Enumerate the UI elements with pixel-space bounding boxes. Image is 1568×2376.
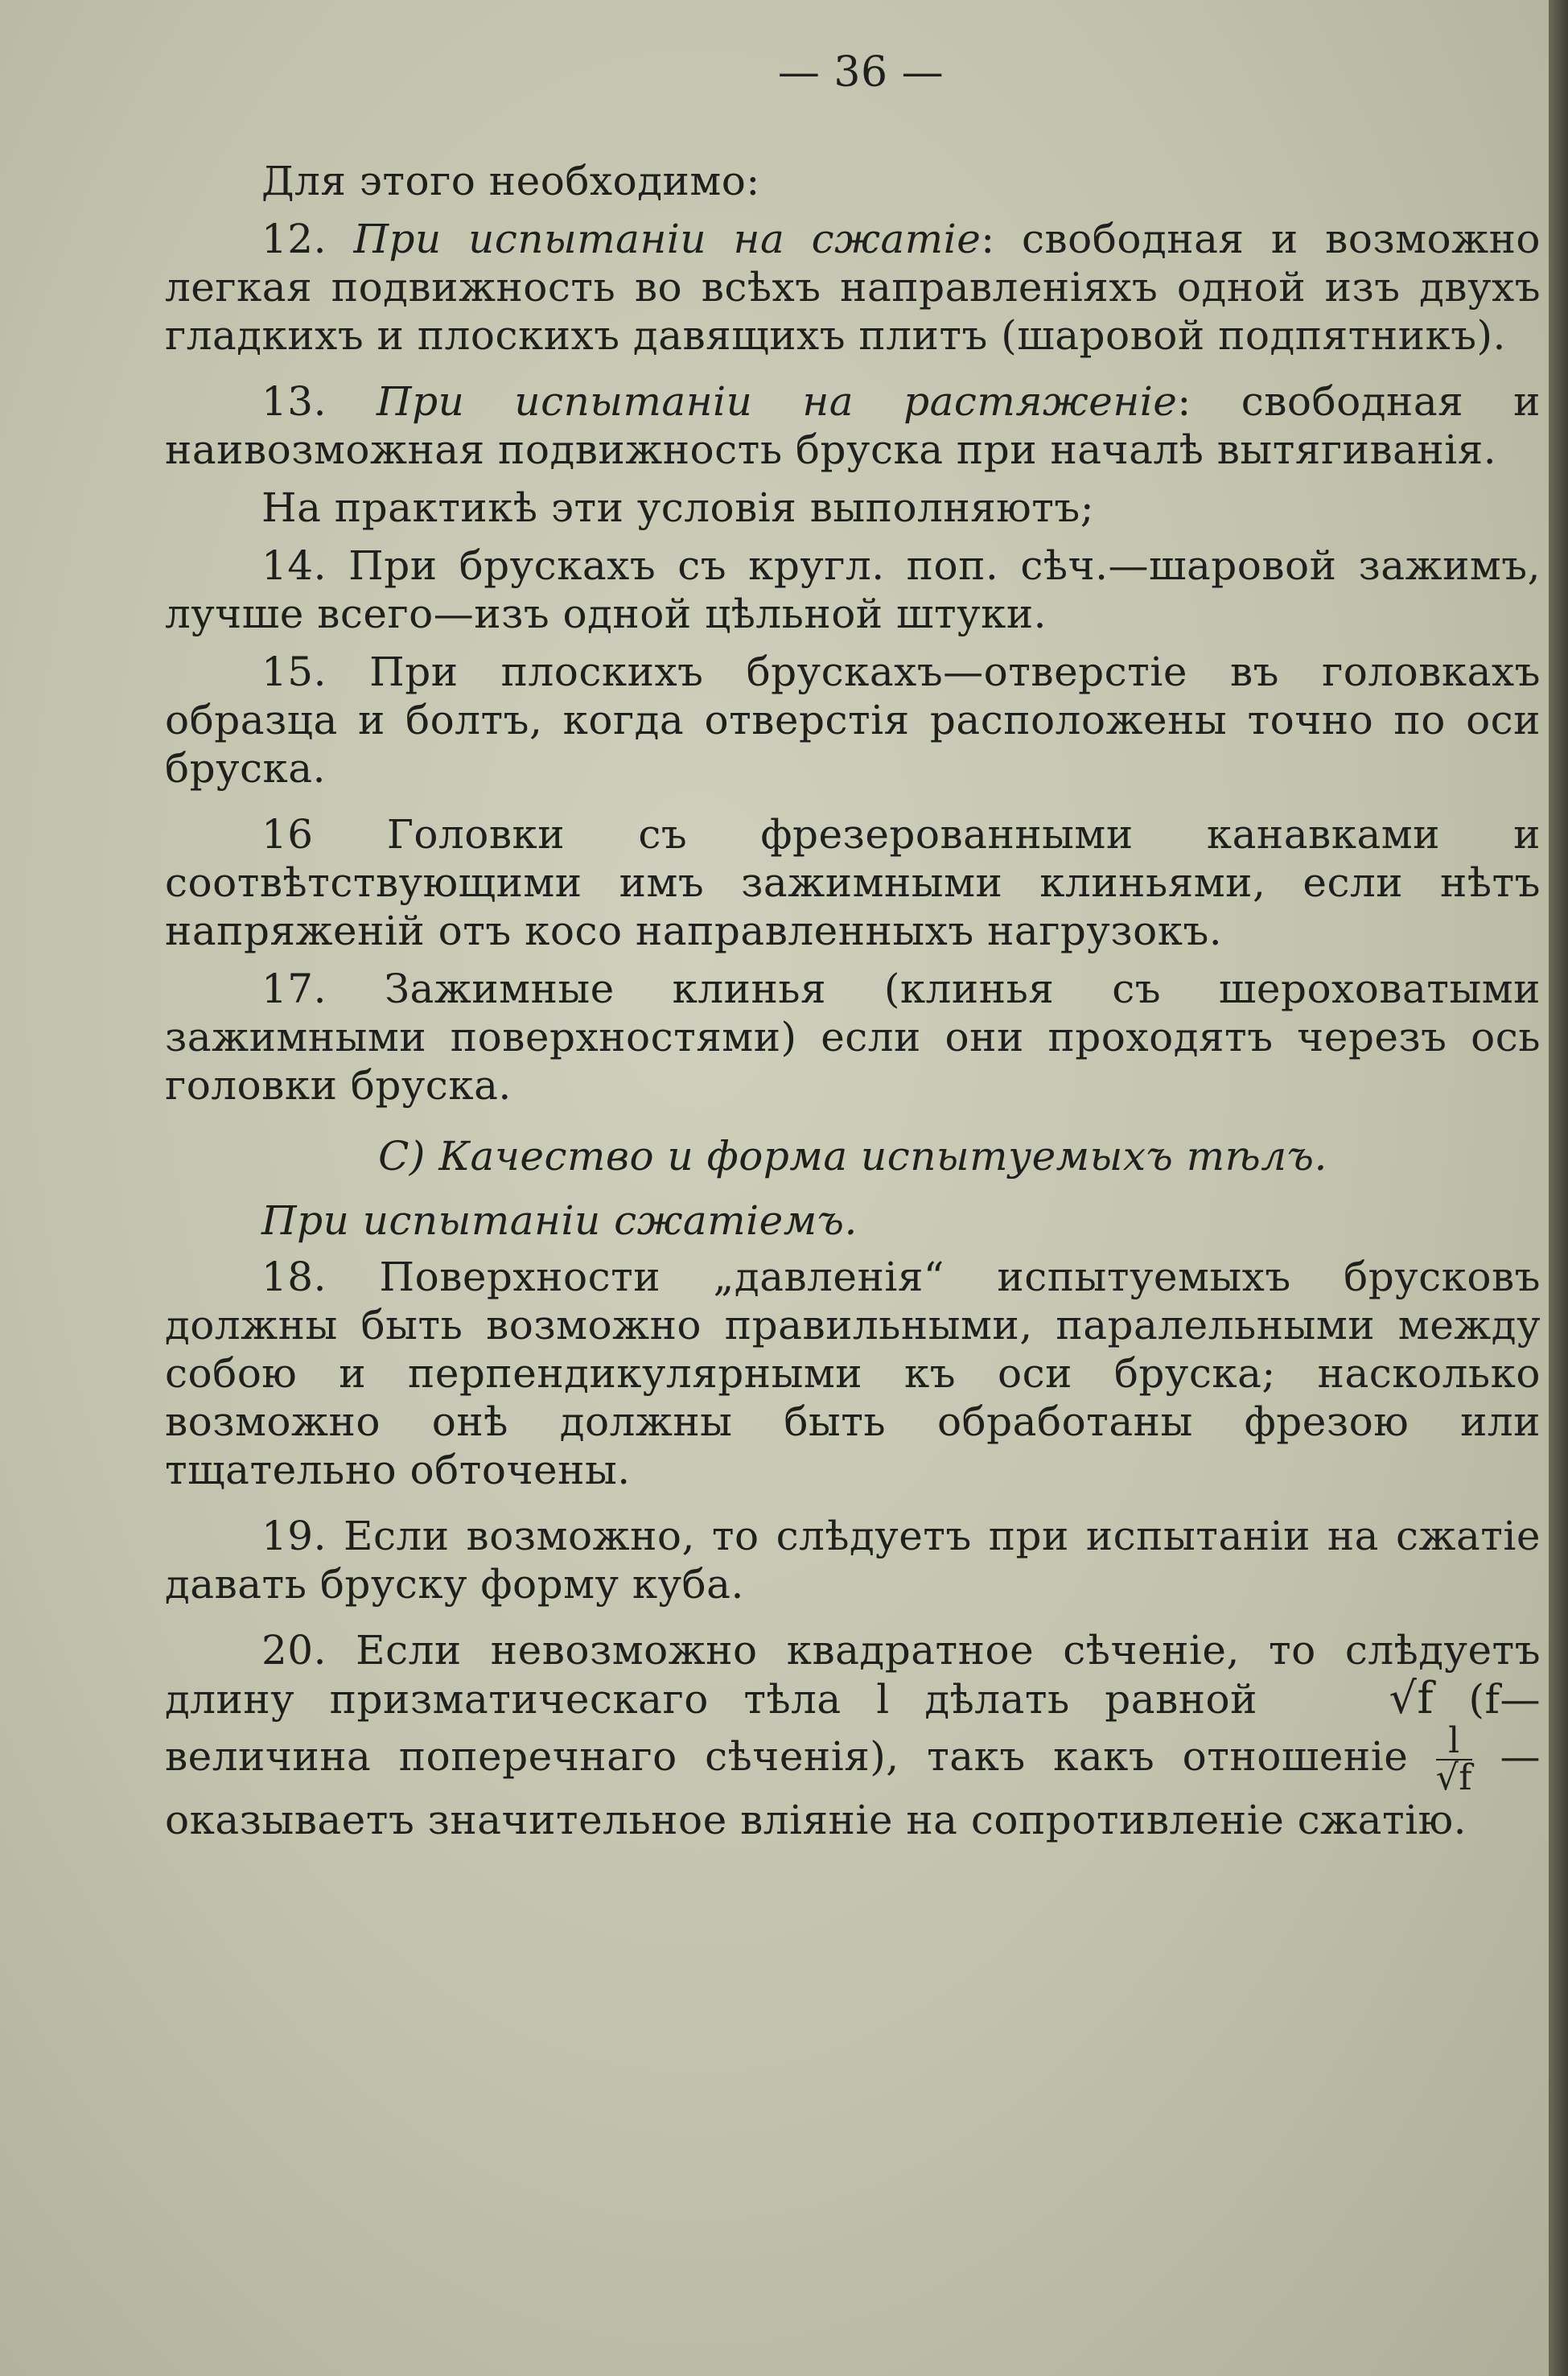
item-20-text-2: (f—величина поперечнаго сѣченiя), такъ какъ отношенiе (165, 1676, 1541, 1780)
item-12 (165, 215, 1541, 360)
item-18-text: Поверхности „давленiя“ испытуемыхъ брусковъ должны быть возможно правильными, паралельными между собою и перпендикулярными къ оси бруска; насколько возможно онѣ должны быть обработаны фрезою или тщательно обточены. (165, 1254, 1541, 1493)
item-16-number: 16 (261, 811, 314, 858)
intro-line: Для этого необходимо: (261, 158, 760, 204)
item-16-text: Головки съ фрезерованными канавками и соотвѣтствующими имъ зажимными клиньями, если нѣтъ напряженiй отъ косо направленныхъ нагрузокъ. (165, 811, 1541, 954)
item-17-number: 17. (261, 966, 327, 1012)
fraction-denominator: √f (1435, 1757, 1473, 1798)
item-13-text: : свободная и наивозможная подвижность бруска при началѣ вытягиванiя. (165, 378, 1541, 473)
item-20-text-3: — оказываетъ значительное влiянiе на сопротивленiе сжатiю. (165, 1733, 1541, 1843)
ratio-fraction (1435, 1720, 1473, 1798)
item-19 (165, 1512, 1541, 1608)
item-20-number: 20. (261, 1627, 327, 1674)
subheading: При испытанiи сжатiемъ. (261, 1197, 858, 1244)
item-17 (165, 965, 1541, 1110)
item-19-text: Если возможно, то слѣдуетъ при испытанiи на сжатiе давать бруску форму куба. (165, 1513, 1541, 1608)
item-12-text: : свободная и возможно легкая подвижность во всѣхъ направленiяхъ одной изъ двухъ гладкихъ и плоскихъ давящихъ плитъ (шаровой подпятникъ). (165, 216, 1541, 359)
item-16 (165, 810, 1541, 955)
item-18 (165, 1253, 1541, 1494)
item-18-number: 18. (261, 1254, 327, 1300)
section-heading: С) Качество и форма испытуемыхъ тѣлъ. (378, 1133, 1327, 1180)
item-15-number: 15. (261, 649, 327, 695)
sqrt-expression: √f (1389, 1673, 1434, 1723)
page-text (165, 48, 1541, 1862)
item-20-text-1: Если невозможно квадратное сѣченiе, то слѣдуетъ длину призматическаго тѣла l дѣлать равной (165, 1627, 1541, 1723)
item-12-number: 12. (261, 216, 327, 262)
page-edge-shadow (1549, 0, 1568, 2376)
practice-note: На практикѣ эти условiя выполняютъ; (261, 484, 1095, 531)
item-14-text: При брускахъ съ кругл. поп. сѣч.—шаровой зажимъ, лучше всего—изъ одной цѣльной штуки. (165, 542, 1541, 637)
item-19-number: 19. (261, 1513, 327, 1559)
item-13-number: 13. (261, 378, 327, 425)
item-13-label: При испытанiи на растяженiе (377, 378, 1178, 425)
item-12-label: При испытанiи на сжатiе (353, 216, 982, 262)
item-15-text: При плоскихъ брускахъ—отверстiе въ головкахъ образца и болтъ, когда отверстiя расположены точно по оси бруска. (165, 649, 1541, 792)
item-14 (165, 541, 1541, 638)
page-number: — 36 — (777, 48, 945, 97)
item-13 (165, 377, 1541, 474)
item-20 (165, 1626, 1541, 1844)
item-14-number: 14. (261, 542, 327, 589)
item-17-text: Зажимные клинья (клинья съ шероховатыми зажимными поверхностями) если они проходятъ черезъ ось головки бруска. (165, 966, 1541, 1109)
fraction-numerator: l (1436, 1723, 1472, 1760)
item-15 (165, 648, 1541, 793)
